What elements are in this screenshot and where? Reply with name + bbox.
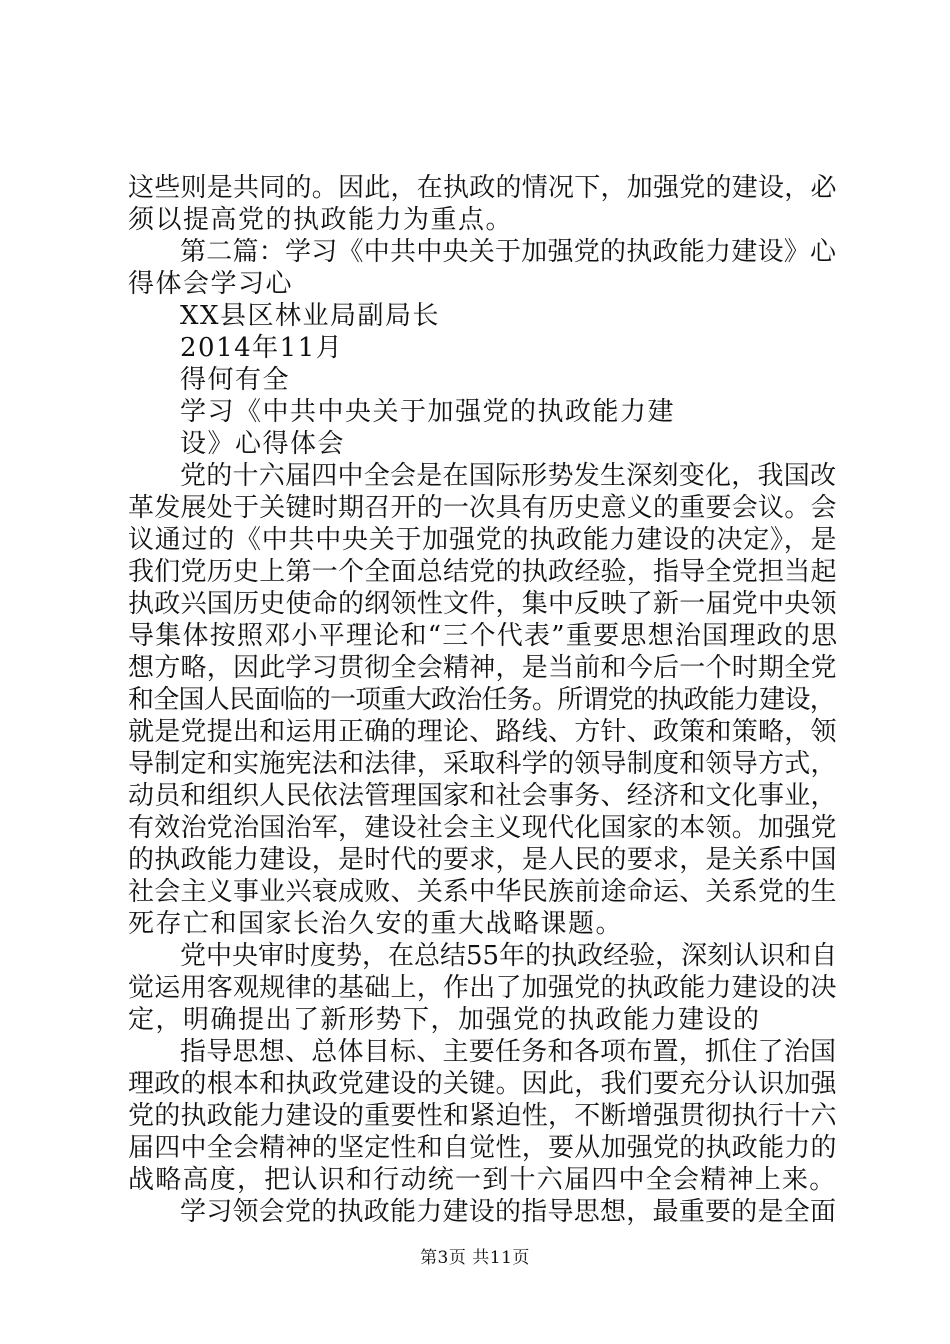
text-line: 就是党提出和运用正确的理论、路线、方针、政策和策略，领 <box>128 717 837 747</box>
text-line: 导集体按照邓小平理论和“三个代表”重要思想治国理政的思 <box>128 621 839 651</box>
text-line: 动员和组织人民依法管理国家和社会事务、经济和文化事业， <box>128 781 837 811</box>
text-line: 导制定和实施宪法和法律，采取科学的领导制度和领导方式， <box>128 749 837 779</box>
text-line: 我们党历史上第一个全面总结党的执政经验，指导全党担当起 <box>128 557 837 587</box>
text-line: 想方略，因此学习贯彻全会精神，是当前和今后一个时期全党 <box>128 653 837 683</box>
page-footer: 第3页 共11页 <box>420 1248 530 1268</box>
text-line: 党的执政能力建设的重要性和紧迫性，不断增强贯彻执行十六 <box>128 1101 837 1131</box>
text-line: 2014年11月 <box>180 333 344 363</box>
text-line: 有效治党治国治军，建设社会主义现代化国家的本领。加强党 <box>128 813 837 843</box>
text-line: 的执政能力建设，是时代的要求，是人民的要求，是关系中国 <box>128 845 837 875</box>
text-line: 指导思想、总体目标、主要任务和各项布置，抓住了治国 <box>180 1037 837 1067</box>
text-line: 第二篇：学习《中共中央关于加强党的执政能力建设》心 <box>180 237 837 267</box>
text-line: 革发展处于关键时期召开的一次具有历史意义的重要会议。会 <box>128 493 837 523</box>
text-line: 战略高度，把认识和行动统一到十六届四中全会精神上来。 <box>128 1165 837 1195</box>
text-line: 定，明确提出了新形势下，加强党的执政能力建设的 <box>128 1005 761 1035</box>
text-line: 学习《中共中央关于加强党的执政能力建 <box>180 397 676 427</box>
text-line: 学习领会党的执政能力建设的指导思想，最重要的是全面 <box>180 1197 837 1227</box>
text-line: 议通过的《中共中央关于加强党的执政能力建设的决定》，是 <box>128 525 838 555</box>
text-line: 设》心得体会 <box>180 429 346 459</box>
text-line: 社会主义事业兴衰成败、关系中华民族前途命运、关系党的生 <box>128 877 837 907</box>
text-line: 觉运用客观规律的基础上，作出了加强党的执政能力建设的决 <box>128 973 837 1003</box>
text-line: 届四中全会精神的坚定性和自觉性，要从加强党的执政能力的 <box>128 1133 837 1163</box>
text-line: 和全国人民面临的一项重大政治任务。所谓党的执政能力建设， <box>128 685 836 715</box>
text-line: 党的十六届四中全会是在国际形势发生深刻变化，我国改 <box>180 461 837 491</box>
text-line: 死存亡和国家长治久安的重大战略课题。 <box>128 909 624 939</box>
text-line: 须以提高党的执政能力为重点。 <box>128 205 514 235</box>
text-line: 得何有全 <box>180 365 291 395</box>
text-line: 理政的根本和执政党建设的关键。因此，我们要充分认识加强 <box>128 1069 837 1099</box>
text-line: 党中央审时度势，在总结55年的执政经验，深刻认识和自 <box>180 941 838 971</box>
text-line: XX县区林业局副局长 <box>180 301 441 331</box>
text-line: 得体会学习心 <box>128 269 294 299</box>
document-body <box>128 172 838 1228</box>
text-line: 执政兴国历史使命的纲领性文件，集中反映了新一届党中央领 <box>128 589 837 619</box>
text-line: 这些则是共同的。因此，在执政的情况下，加强党的建设，必 <box>128 173 837 203</box>
